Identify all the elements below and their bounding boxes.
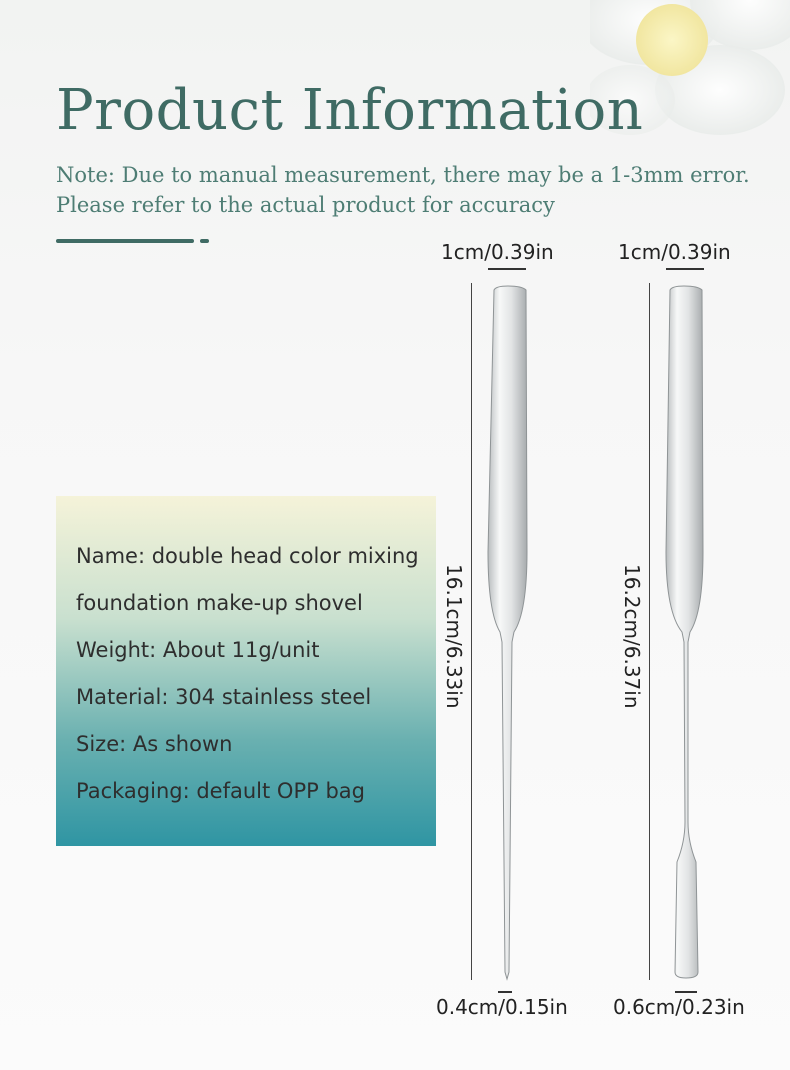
- left-bottom-width-tick: [498, 991, 512, 993]
- info-line-name-cont: foundation make-up shovel: [76, 591, 363, 615]
- right-length-label: 16.2cm/6.37in: [620, 564, 644, 709]
- right-bottom-width-label: 0.6cm/0.23in: [613, 995, 745, 1019]
- right-spatula-image: [658, 282, 718, 982]
- right-top-width-label: 1cm/0.39in: [618, 240, 731, 264]
- product-info-list: [76, 533, 419, 815]
- info-line-size: Size: As shown: [76, 732, 233, 756]
- info-line-material: Material: 304 stainless steel: [76, 685, 372, 709]
- left-top-width-label: 1cm/0.39in: [441, 240, 554, 264]
- info-line-packaging: Packaging: default OPP bag: [76, 779, 365, 803]
- left-bottom-width-label: 0.4cm/0.15in: [436, 995, 568, 1019]
- note-line-2: Please refer to the actual product for accuracy: [56, 193, 555, 217]
- right-bottom-width-tick: [675, 991, 697, 993]
- note-line-1: Note: Due to manual measurement, there may be a 1-3mm error.: [56, 163, 750, 187]
- left-top-width-tick: [488, 268, 526, 270]
- left-spatula-image: [480, 282, 540, 982]
- page-title: Product Information: [56, 78, 644, 143]
- info-line-weight: Weight: About 11g/unit: [76, 638, 320, 662]
- left-length-line: [471, 283, 472, 980]
- info-line-name: Name: double head color mixing: [76, 544, 419, 568]
- title-underline: [56, 239, 194, 243]
- product-info-box: [56, 496, 436, 846]
- title-underline-dot: [200, 239, 209, 243]
- right-top-width-tick: [666, 268, 704, 270]
- measurement-note: [56, 160, 776, 220]
- right-length-line: [649, 283, 650, 980]
- left-length-label: 16.1cm/6.33in: [442, 564, 466, 709]
